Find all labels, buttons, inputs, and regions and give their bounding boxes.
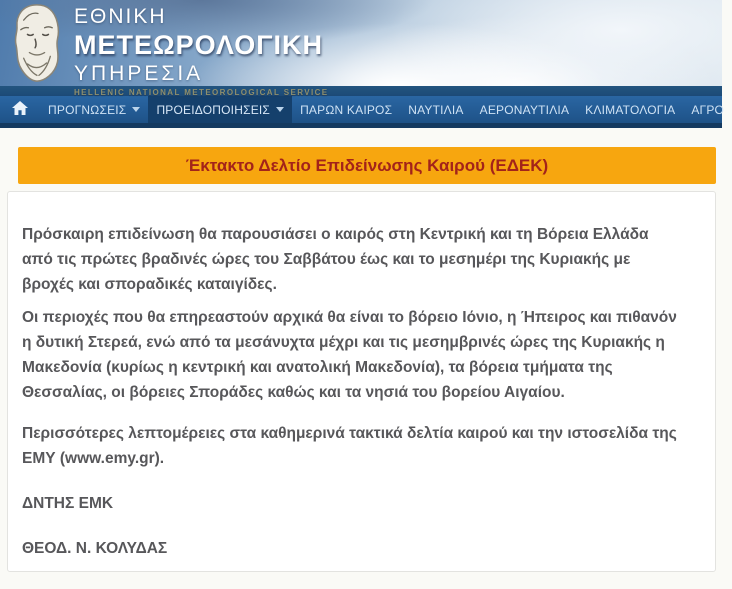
chevron-down-icon bbox=[276, 107, 284, 112]
nav-item-agro-truncated[interactable] bbox=[683, 96, 732, 123]
nav-item-label: ΝΑΥΤΙΛΙΑ bbox=[408, 102, 464, 117]
bulletin-paragraph-3: Περισσότερες λεπτομέρειες στα καθημερινά τακτικά δελτία καιρού και την ιστοσελίδα της ΕΜΥ (www.emy.gr). bbox=[22, 425, 677, 467]
nav-home-button[interactable] bbox=[0, 96, 40, 123]
nav-item-aeronaytilia[interactable] bbox=[472, 96, 578, 123]
nav-item-paron-kairos[interactable] bbox=[292, 96, 400, 123]
aristotle-bust-logo[interactable] bbox=[8, 3, 66, 88]
chevron-down-icon bbox=[132, 107, 140, 112]
bulletin-title: Έκτακτο Δελτίο Επιδείνωσης Καιρού (ΕΔΕΚ) bbox=[185, 155, 549, 175]
service-logo-text bbox=[74, 3, 329, 97]
nav-item-label: ΠΡΟΓΝΩΣΕΙΣ bbox=[48, 102, 127, 117]
logo-line-1: ΕΘΝΙΚΗ bbox=[74, 5, 167, 28]
nav-item-naytilia[interactable] bbox=[400, 96, 471, 123]
signature-line-2: ΘΕΟΔ. Ν. ΚΟΛΥΔΑΣ bbox=[22, 540, 168, 557]
bulletin-paragraph-1: Πρόσκαιρη επιδείνωση θα παρουσιάσει ο καιρός στη Κεντρική και τη Βόρεια Ελλάδα από τις πρώτες βραδινές ώρες του Σαββάτου έως και το μεσημέρι της Κυριακής με βροχές και σποραδικές καταιγίδες. bbox=[22, 226, 649, 293]
signature-line-1: ΔΝΤΗΣ ΕΜΚ bbox=[22, 495, 114, 512]
bulletin-title-bar bbox=[18, 147, 716, 184]
header-banner bbox=[0, 0, 722, 97]
logo-line-3: ΥΠΗΡΕΣΙΑ bbox=[74, 62, 204, 85]
home-icon bbox=[12, 101, 28, 118]
logo-line-2: ΜΕΤΕΩΡΟΛΟΓΙΚΗ bbox=[74, 30, 323, 60]
bulletin-paragraph-2: Οι περιοχές που θα επηρεαστούν αρχικά θα είναι το βόρειο Ιόνιο, η Ήπειρος και πιθανόν η δυτική Στερεά, ενώ από τα μεσάνυχτα μέχρι και τις μεσημβρινές ώρες της Κυριακής η Μακεδονία (κυρίως η κεντρική και ανατολική Μακεδονία), τα βόρεια τμήματα της Θεσσαλίας, οι βόρειες Σποράδες καθώς και τα νησιά του βορείου Αιγαίου. bbox=[22, 309, 677, 401]
nav-item-klimatologia[interactable] bbox=[577, 96, 683, 123]
nav-item-label: ΠΡΟΕΙΔΟΠΟΙΗΣΕΙΣ bbox=[156, 102, 271, 117]
logo-subtitle: HELLENIC NATIONAL METEOROLOGICAL SERVICE bbox=[74, 88, 329, 97]
main-nav bbox=[0, 96, 725, 128]
nav-item-prognoseis[interactable] bbox=[40, 96, 148, 123]
bulletin-content-box bbox=[7, 191, 716, 572]
nav-item-label: ΑΕΡΟΝΑΥΤΙΛΙΑ bbox=[479, 102, 570, 117]
nav-item-label: ΚΛΙΜΑΤΟΛΟΓΙΑ bbox=[585, 102, 676, 117]
nav-item-label: ΑΓΡΟ bbox=[691, 102, 725, 117]
nav-item-label: ΠΑΡΩΝ ΚΑΙΡΟΣ bbox=[300, 102, 393, 117]
nav-item-proeidopoiiseis[interactable] bbox=[148, 96, 292, 123]
